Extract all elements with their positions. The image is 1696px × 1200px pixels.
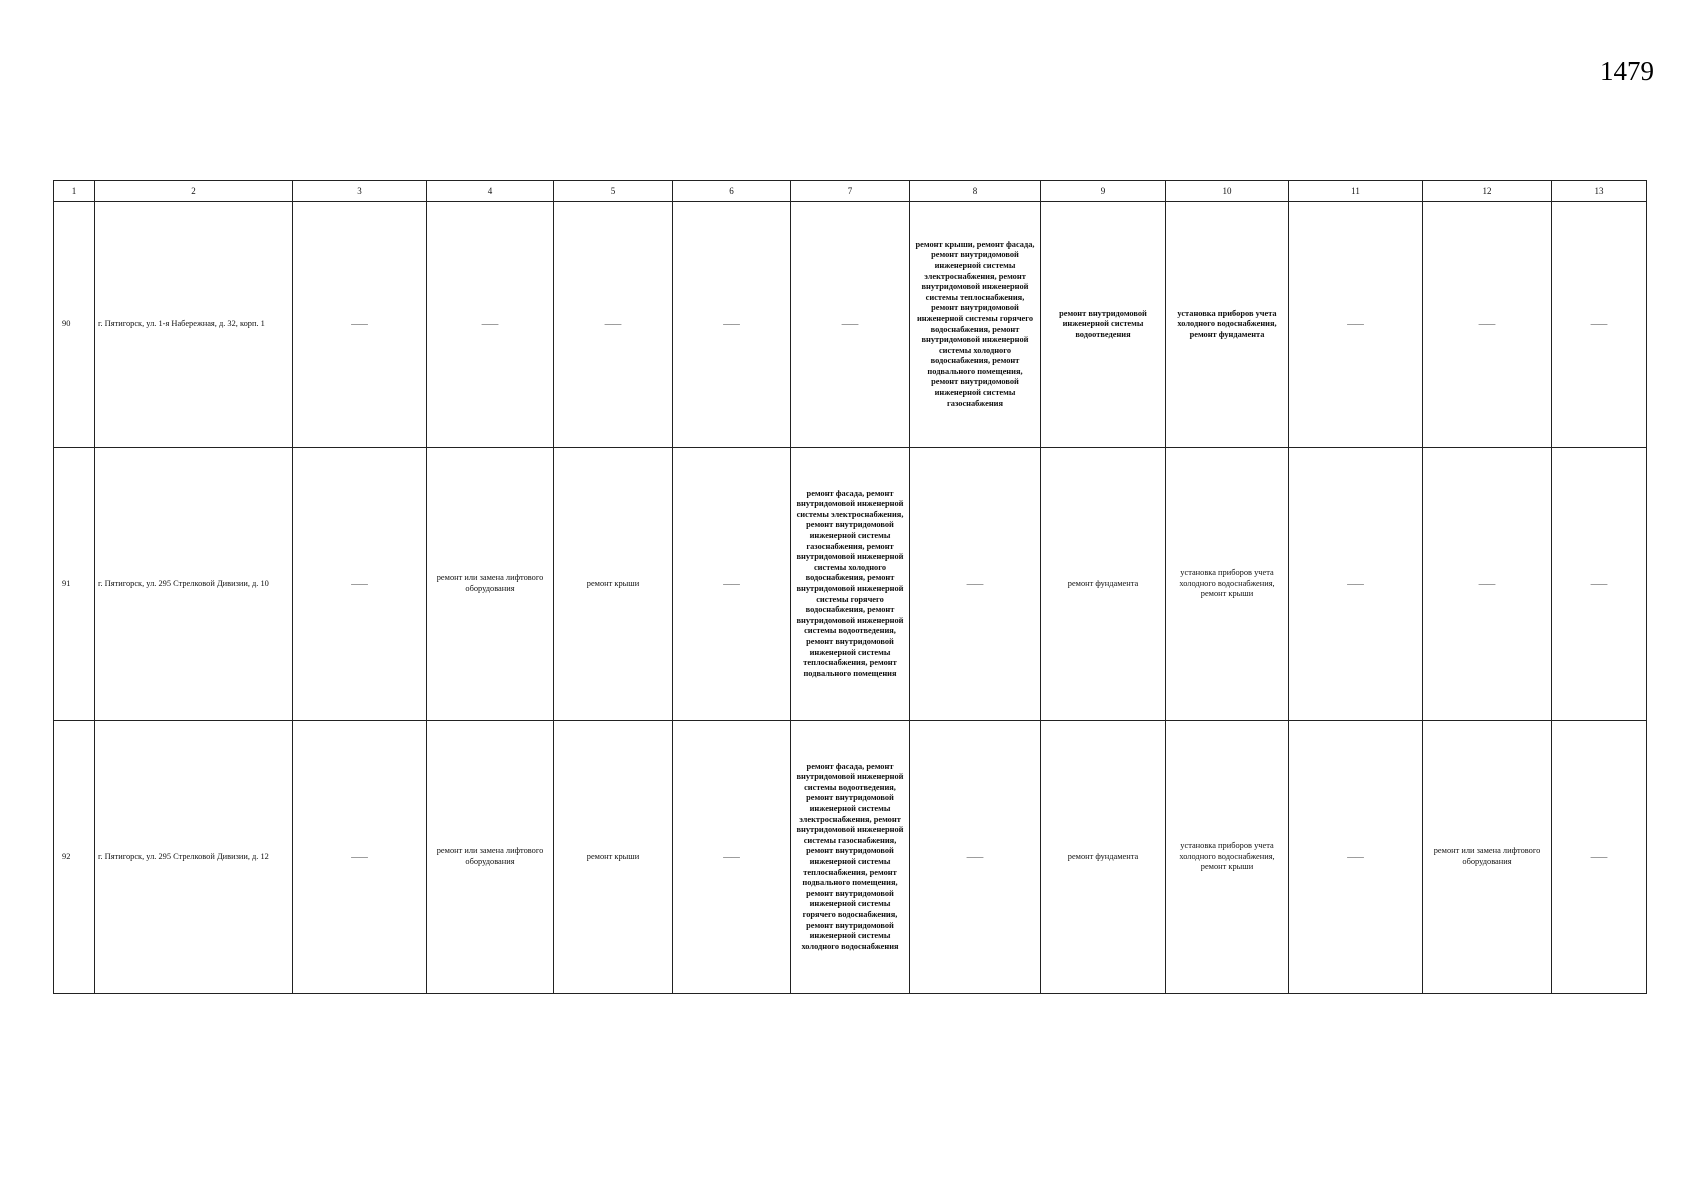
table-cell: ремонт или замена лифтового оборудования: [427, 448, 554, 721]
row-number: 90: [54, 202, 95, 448]
table-cell: ремонт крыши, ремонт фасада, ремонт внутридомовой инженерной системы электроснабжения, ремонт внутридомовой инженерной системы теплоснабжения, ремонт внутридомовой инженерной системы горячего водоснабжения, ремонт внутридомовой инженерной системы холодного водоснабжения, ремонт подвального помещения, ремонт внутридомовой инженерной системы газоснабжения: [910, 202, 1041, 448]
table-row: [54, 448, 1647, 721]
column-header: 11: [1289, 181, 1423, 202]
table-cell: ——: [1552, 721, 1647, 994]
table-cell: ремонт фасада, ремонт внутридомовой инженерной системы водоотведения, ремонт внутридомовой инженерной системы электроснабжения, ремонт внутридомовой инженерной системы газоснабжения, ремонт внутридомовой инженерной системы теплоснабжения, ремонт подвального помещения, ремонт внутридомовой инженерной системы горячего водоснабжения, ремонт внутридомовой инженерной системы холодного водоснабжения: [791, 721, 910, 994]
column-header: 10: [1166, 181, 1289, 202]
row-number: 91: [54, 448, 95, 721]
table-row: [54, 721, 1647, 994]
column-header: 13: [1552, 181, 1647, 202]
header-row: [54, 181, 1647, 202]
page-number: 1479: [1600, 56, 1654, 86]
column-header: 3: [293, 181, 427, 202]
column-header: 2: [95, 181, 293, 202]
table-cell: ремонт фасада, ремонт внутридомовой инженерной системы электроснабжения, ремонт внутридомовой инженерной системы газоснабжения, ремонт внутридомовой инженерной системы холодного водоснабжения, ремонт внутридомовой инженерной системы горячего водоснабжения, ремонт внутридомовой инженерной системы водоотведения, ремонт внутридомовой инженерной системы теплоснабжения, ремонт подвального помещения: [791, 448, 910, 721]
table-cell: ——: [1423, 202, 1552, 448]
table-cell: ремонт фундамента: [1041, 721, 1166, 994]
table-cell: установка приборов учета холодного водоснабжения, ремонт крыши: [1166, 721, 1289, 994]
table-cell: ремонт или замена лифтового оборудования: [427, 721, 554, 994]
address-cell: г. Пятигорск, ул. 295 Стрелковой Дивизии, д. 10: [95, 448, 293, 721]
column-header: 1: [54, 181, 95, 202]
column-header: 6: [673, 181, 791, 202]
address-cell: г. Пятигорск, ул. 1-я Набережная, д. 32, корп. 1: [95, 202, 293, 448]
table-cell: ——: [1289, 448, 1423, 721]
table-cell: установка приборов учета холодного водоснабжения, ремонт фундамента: [1166, 202, 1289, 448]
repair-registry-table: [53, 180, 1647, 994]
column-header: 4: [427, 181, 554, 202]
row-number: 92: [54, 721, 95, 994]
table-cell: ——: [293, 448, 427, 721]
address-cell: г. Пятигорск, ул. 295 Стрелковой Дивизии, д. 12: [95, 721, 293, 994]
table-cell: ——: [1423, 448, 1552, 721]
table-cell: ——: [1552, 202, 1647, 448]
table-cell: ——: [1552, 448, 1647, 721]
table-cell: ——: [427, 202, 554, 448]
table-cell: ремонт крыши: [554, 448, 673, 721]
table-cell: ——: [293, 721, 427, 994]
table-cell: установка приборов учета холодного водоснабжения, ремонт крыши: [1166, 448, 1289, 721]
column-header: 9: [1041, 181, 1166, 202]
column-header: 8: [910, 181, 1041, 202]
table-cell: ремонт крыши: [554, 721, 673, 994]
table-cell: ——: [910, 721, 1041, 994]
table-cell: ремонт внутридомовой инженерной системы водоотведения: [1041, 202, 1166, 448]
table-cell: ——: [293, 202, 427, 448]
table-row: [54, 202, 1647, 448]
table-cell: ——: [673, 448, 791, 721]
table-cell: ремонт фундамента: [1041, 448, 1166, 721]
table-cell: ремонт или замена лифтового оборудования: [1423, 721, 1552, 994]
column-header: 12: [1423, 181, 1552, 202]
table-cell: ——: [1289, 721, 1423, 994]
table-cell: ——: [673, 202, 791, 448]
table-cell: ——: [791, 202, 910, 448]
table-cell: ——: [554, 202, 673, 448]
table-cell: ——: [1289, 202, 1423, 448]
column-header: 7: [791, 181, 910, 202]
table-cell: ——: [673, 721, 791, 994]
column-header: 5: [554, 181, 673, 202]
table-cell: ——: [910, 448, 1041, 721]
